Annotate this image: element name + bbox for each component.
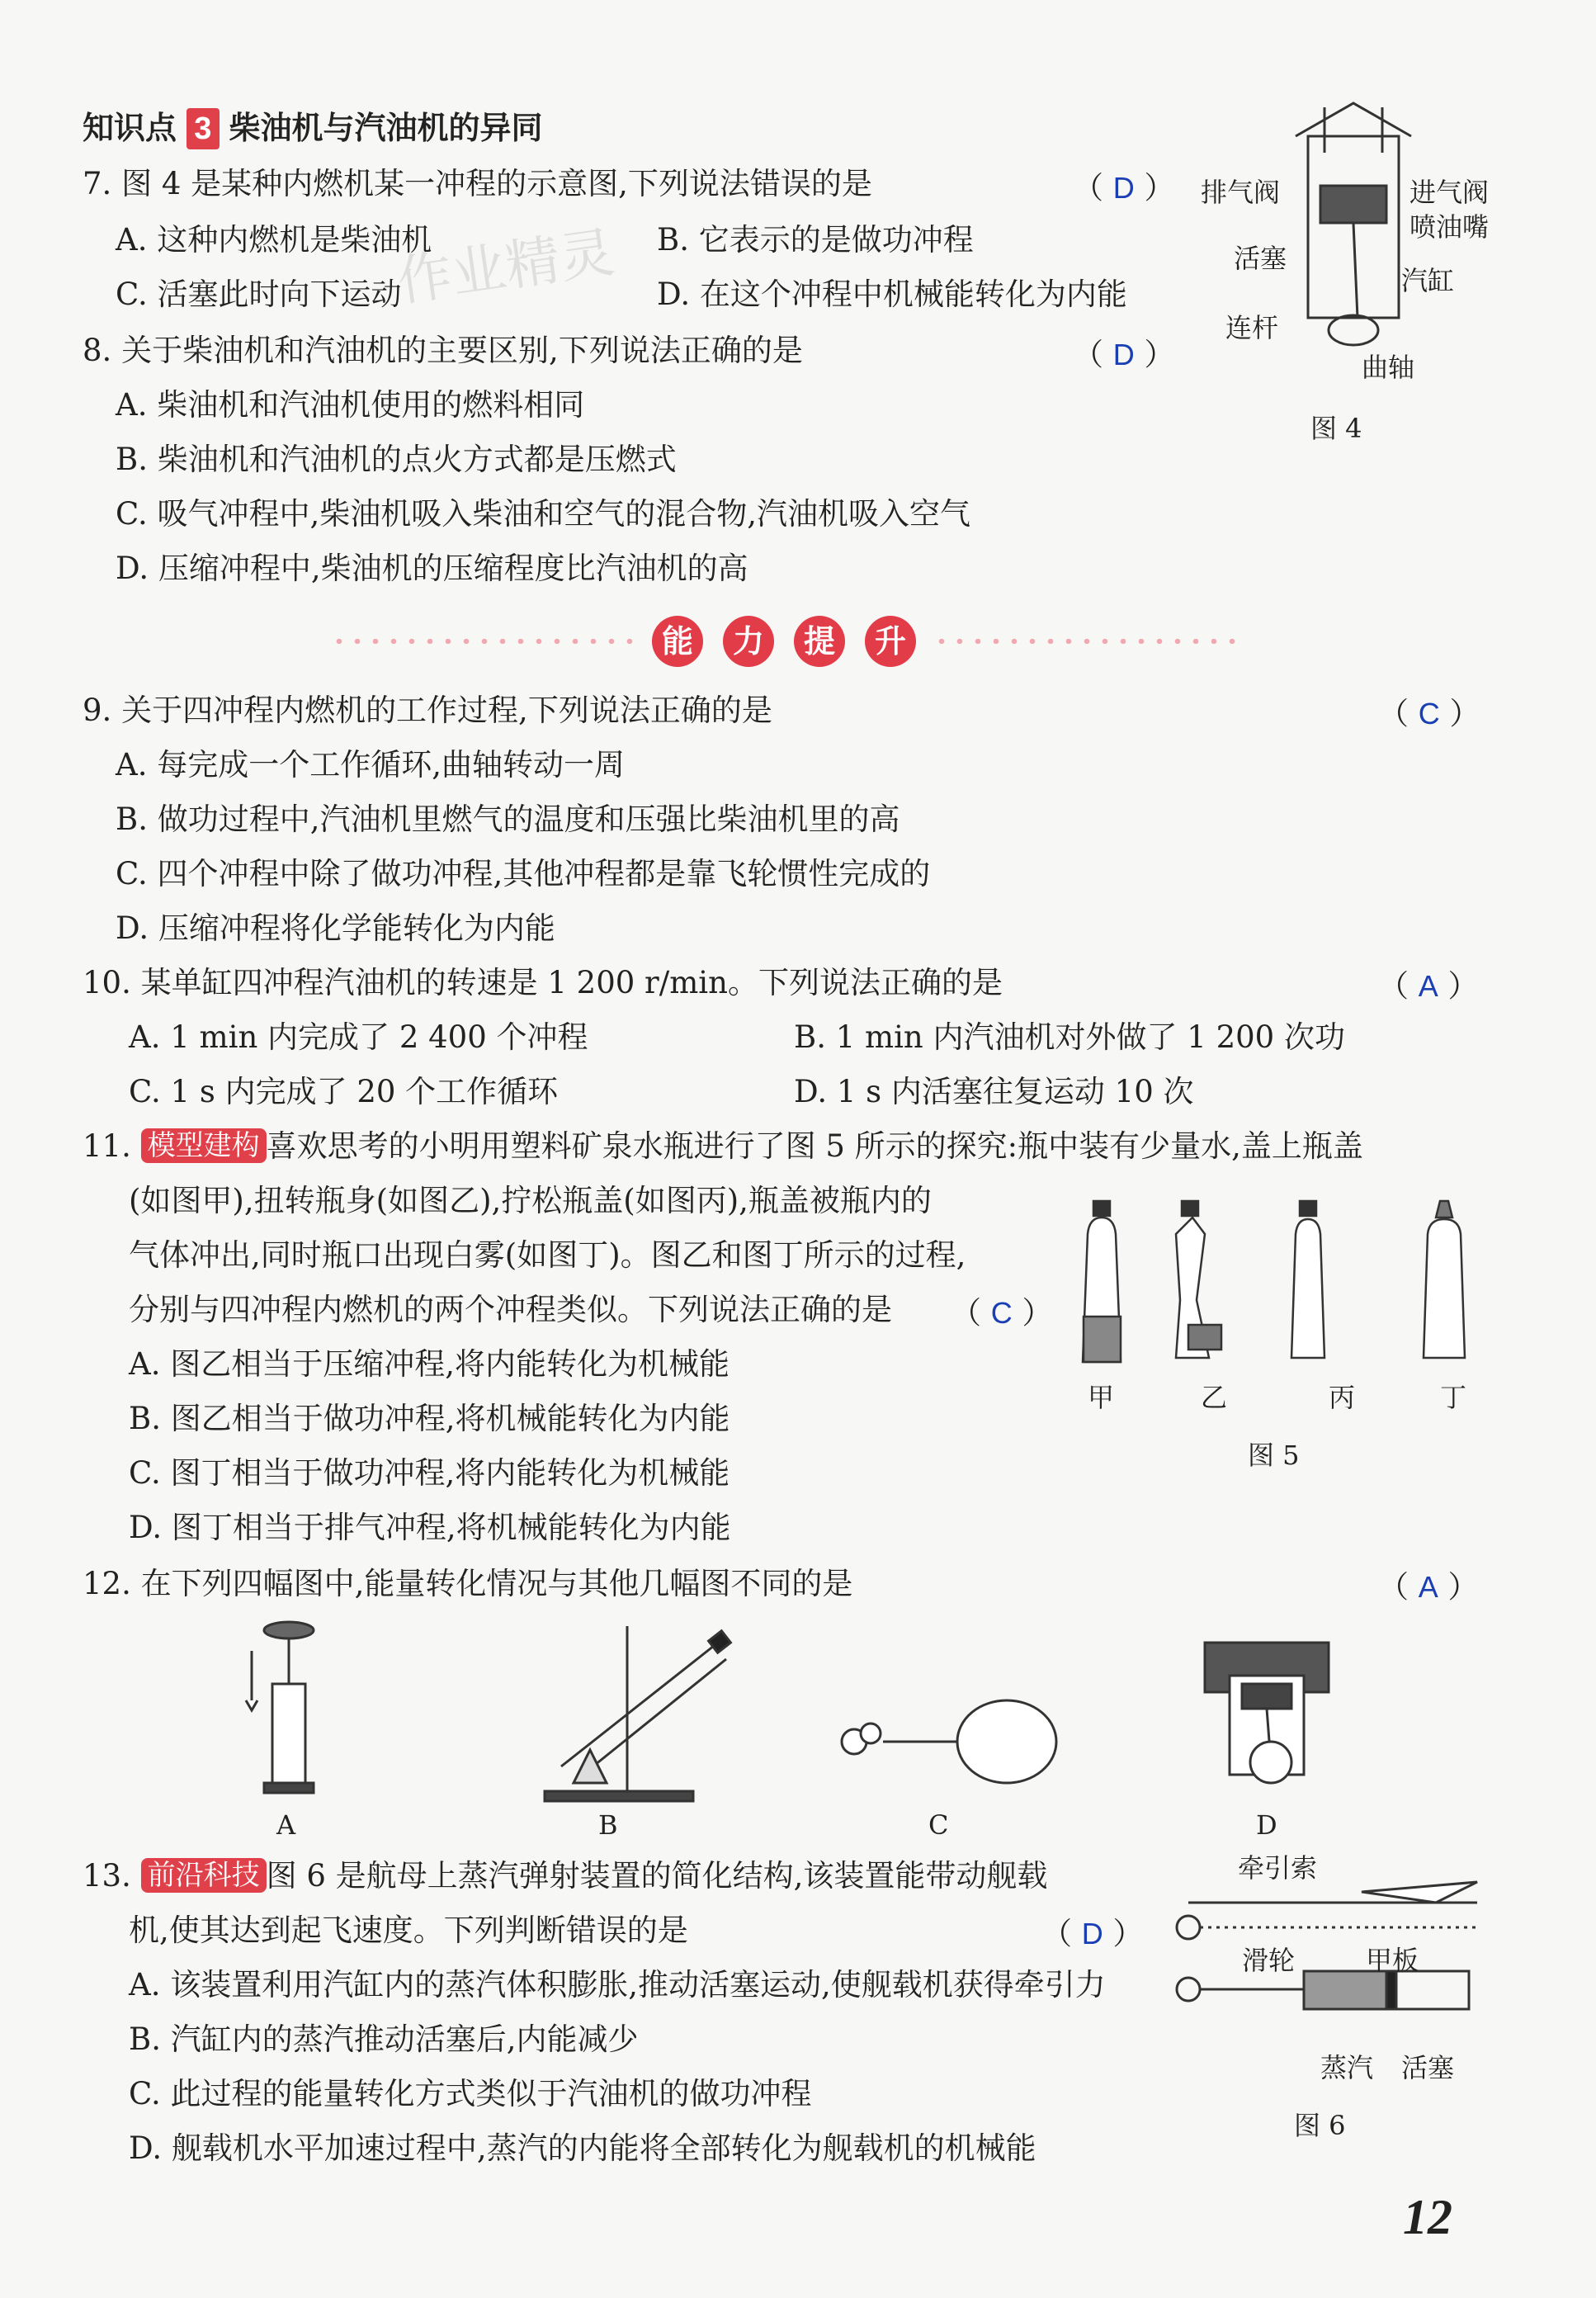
q10-option-b: B. 1 min 内汽油机对外做了 1 200 次功 (794, 1019, 1345, 1055)
q12-figure-a-fire-syringe (239, 1618, 338, 1799)
q11-answer-letter: C (990, 1296, 1013, 1330)
fig4-label-cylinder: 汽缸 (1401, 265, 1455, 296)
q9-answer: （ C ） (1378, 696, 1480, 731)
q8-answer: （ D ） (1073, 337, 1175, 372)
q7-answer-letter: D (1112, 171, 1135, 205)
fig6-label-pulley: 滑轮 (1242, 1945, 1296, 1976)
fig5-label-yi: 乙 (1201, 1382, 1228, 1413)
q8-option-d: D. 压缩冲程中,柴油机的压缩程度比汽油机的高 (116, 551, 748, 586)
q11-line-4: 分别与四冲程内燃机的两个冲程类似。下列说法正确的是 (129, 1292, 892, 1327)
header-number-badge: 3 (187, 108, 220, 149)
header-title: 柴油机与汽油机的异同 (229, 110, 543, 146)
q8-answer-letter: D (1112, 338, 1135, 371)
q7-option-d: D. 在这个冲程中机械能转化为内能 (657, 277, 1127, 312)
fig6-label-steam: 蒸汽 (1320, 2052, 1374, 2083)
q10-option-a: A. 1 min 内完成了 2 400 个冲程 (129, 1019, 588, 1055)
fig6-label-deck: 甲板 (1366, 1945, 1419, 1976)
q13-tag: 前沿科技 (141, 1858, 267, 1893)
watermark: 作业精灵 (393, 220, 618, 314)
q12-answer-letter: A (1418, 1570, 1438, 1604)
q9-option-c: C. 四个冲程中除了做功冲程,其他冲程都是靠飞轮惯性完成的 (116, 856, 931, 891)
q11-answer: （ C ） (951, 1295, 1053, 1331)
fig6-caption: 图 6 (1294, 2110, 1346, 2141)
q13-option-b: B. 汽缸内的蒸汽推动活塞后,内能减少 (129, 2021, 639, 2057)
q8-option-a: A. 柴油机和汽油机使用的燃料相同 (116, 387, 585, 423)
figure-6-catapult (1164, 1865, 1485, 2064)
fig5-label-bing: 丙 (1329, 1382, 1356, 1413)
fig4-label-piston: 活塞 (1234, 243, 1287, 274)
fig5-label-ding: 丁 (1440, 1382, 1467, 1413)
header-label: 知识点 (83, 110, 177, 146)
q13-option-a: A. 该装置利用汽缸内的蒸汽体积膨胀,推动活塞运动,使舰载机获得牵引力 (129, 1967, 1106, 2002)
section-title-char-3: 提 (794, 616, 845, 667)
q11-tag: 模型建构 (141, 1128, 267, 1163)
q11-option-d: D. 图丁相当于排气冲程,将机械能转化为内能 (129, 1510, 731, 1545)
fig4-caption: 图 4 (1310, 413, 1362, 444)
q7-option-a: A. 这种内燃机是柴油机 (116, 222, 432, 258)
q9-option-b: B. 做功过程中,汽油机里燃气的温度和压强比柴油机里的高 (116, 801, 900, 837)
q11-option-b: B. 图乙相当于做功冲程,将机械能转化为内能 (129, 1401, 730, 1436)
fig4-label-intake: 进气阀 (1409, 177, 1490, 208)
q10-stem: 10. 某单缸四冲程汽油机的转速是 1 200 r/min。下列说法正确的是 (83, 965, 1003, 1000)
fig4-label-nozzle: 喷油嘴 (1409, 211, 1490, 243)
section-title-char-2: 力 (723, 616, 774, 667)
q12-figure-d-engine (1188, 1618, 1345, 1799)
fig6-label-piston: 活塞 (1401, 2052, 1455, 2083)
q13-line-1 (83, 1856, 1047, 1897)
q12-label-b: B (598, 1809, 618, 1841)
q13-option-d: D. 舰载机水平加速过程中,蒸汽的内能将全部转化为舰载机的机械能 (129, 2130, 1036, 2166)
fig6-label-rope: 牵引索 (1238, 1852, 1318, 1884)
section-divider-left (330, 639, 635, 644)
fig5-caption: 图 5 (1248, 1440, 1300, 1471)
q11-number: 11. (83, 1128, 131, 1164)
q13-text-1: 图 6 是航母上蒸汽弹射装置的简化结构,该装置能带动舰载 (266, 1858, 1048, 1894)
q13-number: 13. (83, 1858, 131, 1894)
q8-option-c: C. 吸气冲程中,柴油机吸入柴油和空气的混合物,汽油机吸入空气 (116, 496, 971, 532)
q8-option-b: B. 柴油机和汽油机的点火方式都是压燃式 (116, 442, 677, 477)
section-title-char-4: 升 (865, 616, 916, 667)
q11-line-2: (如图甲),扭转瓶身(如图乙),拧松瓶盖(如图丙),瓶盖被瓶内的 (129, 1183, 932, 1218)
q11-line-1 (83, 1126, 1363, 1167)
q9-option-d: D. 压缩冲程将化学能转化为内能 (116, 910, 555, 946)
q10-option-c: C. 1 s 内完成了 20 个工作循环 (129, 1074, 559, 1109)
q12-label-c: C (928, 1809, 949, 1841)
q12-figure-c-balloon (833, 1700, 1065, 1799)
q7-option-c: C. 活塞此时向下运动 (116, 277, 402, 312)
q12-label-d: D (1256, 1809, 1277, 1841)
q9-answer-letter: C (1418, 697, 1440, 731)
fig5-label-jia: 甲 (1088, 1382, 1115, 1413)
q11-text-1: 喜欢思考的小明用塑料矿泉水瓶进行了图 5 所示的探究:瓶中装有少量水,盖上瓶盖 (266, 1128, 1363, 1164)
fig4-label-crank: 曲轴 (1362, 352, 1415, 383)
fig4-label-rod: 连杆 (1225, 312, 1279, 343)
q10-option-d: D. 1 s 内活塞往复运动 10 次 (794, 1074, 1194, 1109)
figure-5-bottles (1073, 1201, 1502, 1366)
q13-answer: （ D ） (1041, 1916, 1144, 1951)
section-header (83, 107, 543, 149)
q11-option-a: A. 图乙相当于压缩冲程,将内能转化为机械能 (129, 1346, 730, 1382)
q11-line-3: 气体冲出,同时瓶口出现白雾(如图丁)。图乙和图丁所示的过程, (129, 1237, 966, 1273)
q10-answer-letter: A (1418, 969, 1438, 1003)
page-number: 12 (1403, 2190, 1452, 2244)
fig4-label-exhaust: 排气阀 (1201, 177, 1281, 208)
q10-answer: （ A ） (1378, 968, 1479, 1004)
q9-option-a: A. 每完成一个工作循环,曲轴转动一周 (116, 747, 626, 783)
section-divider-right (933, 639, 1246, 644)
q13-answer-letter: D (1081, 1917, 1103, 1950)
q12-figure-b-test-tube (528, 1626, 743, 1808)
q11-option-c: C. 图丁相当于做功冲程,将内能转化为机械能 (129, 1455, 730, 1491)
q12-label-a: A (276, 1809, 296, 1841)
q9-stem: 9. 关于四冲程内燃机的工作过程,下列说法正确的是 (83, 693, 772, 728)
q7-option-b: B. 它表示的是做功冲程 (657, 222, 974, 258)
q13-option-c: C. 此过程的能量转化方式类似于汽油机的做功冲程 (129, 2076, 812, 2111)
q12-answer: （ A ） (1378, 1569, 1479, 1605)
q8-stem: 8. 关于柴油机和汽油机的主要区别,下列说法正确的是 (83, 333, 803, 368)
q13-line-2: 机,使其达到起飞速度。下列判断错误的是 (129, 1913, 688, 1948)
q12-stem: 12. 在下列四幅图中,能量转化情况与其他几幅图不同的是 (83, 1566, 853, 1601)
q7-answer: （ D ） (1073, 170, 1175, 206)
section-title-char-1: 能 (652, 616, 703, 667)
q7-stem: 7. 图 4 是某种内燃机某一冲程的示意图,下列说法错误的是 (83, 166, 872, 201)
